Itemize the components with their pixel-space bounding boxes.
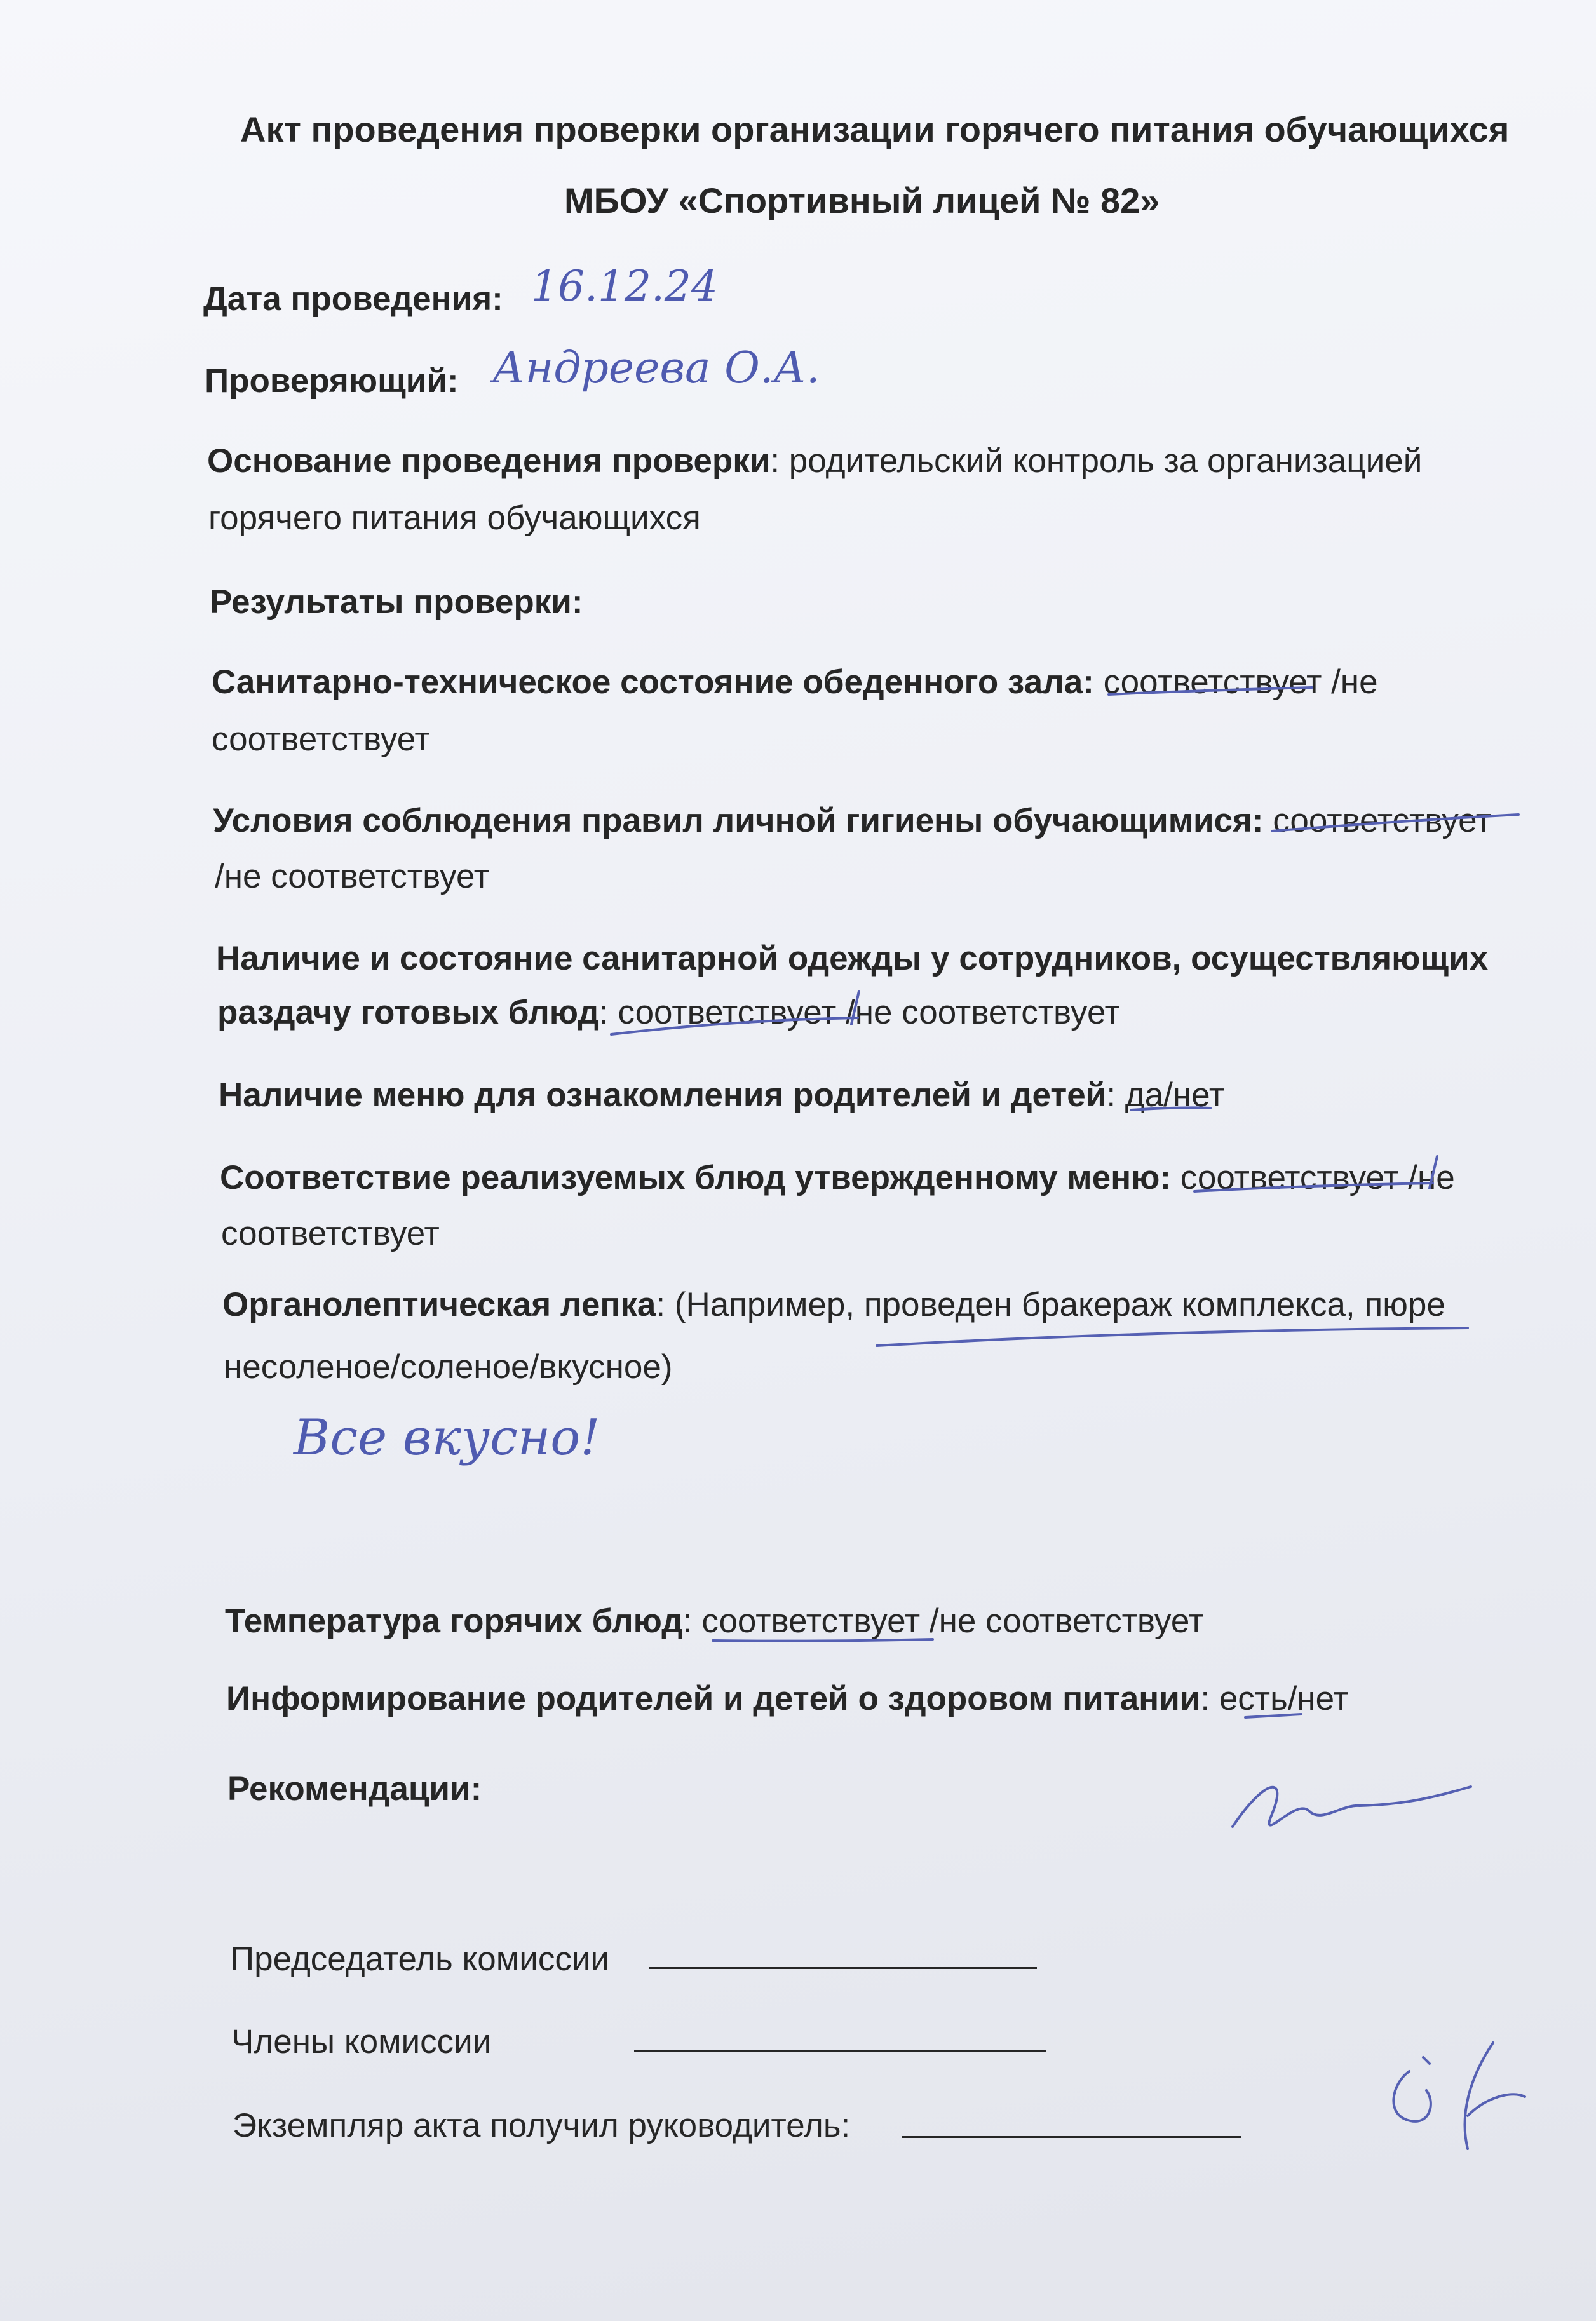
hygiene-line-1 [213,799,1491,842]
tasting-handwritten-note: Все вкусно! [294,1409,600,1466]
menu-yes-option: да [1125,1076,1164,1114]
compliance-line-1 [220,1156,1455,1200]
hygiene-line-2: /не соответствует [215,858,489,895]
hygiene-label: Условия соблюдения правил личной гигиены обучающимися: [213,802,1264,839]
sanitary-rest: /не [1322,663,1378,701]
clothing-label-line-2: раздачу готовых блюд [217,994,600,1031]
informing-sep: : [1200,1680,1219,1717]
compliance-label: Соответствие реализуемых блюд утвержденному меню: [220,1159,1172,1196]
compliance-yes-option: соответствует [1180,1159,1399,1196]
sanitary-line-2: соответствует [212,721,430,758]
menu-line [219,1074,1224,1117]
tasting-text: : (Например, проведен бракераж комплекса, пюре [656,1286,1445,1323]
director-signature-mark [1393,2043,1525,2149]
temperature-yes-option: соответствует [701,1602,921,1640]
director-signature-line [902,2136,1241,2138]
tasting-line-2: несоленое/соленое/вкусное) [224,1348,673,1386]
members-signature-line [634,2050,1046,2052]
informing-line [226,1677,1349,1721]
recommendations-label: Рекомендации: [227,1770,482,1808]
inspector-handwritten: Андреева О.А. [492,343,820,393]
informing-label: Информирование родителей и детей о здоровом питании [226,1680,1201,1717]
date-label: Дата проведения: [203,280,503,318]
hygiene-yes-option: соответствует [1273,802,1492,839]
results-heading: Результаты проверки: [210,583,583,621]
date-handwritten: 16.12.24 [531,262,718,311]
tasting-line-1 [222,1283,1445,1327]
basis-label: Основание проведения проверки [207,442,771,480]
clothing-rest: /не соответствует [836,994,1120,1031]
menu-sep: : [1106,1076,1125,1114]
informing-rest: /нет [1287,1680,1349,1717]
inspector-label: Проверяющий: [205,362,459,400]
chairman-label: Председатель комиссии [230,1940,610,1978]
recommendation-signature-mark [1233,1787,1471,1827]
basis-text: : родительский контроль за организацией [770,442,1423,480]
temperature-sep: : [682,1602,702,1640]
basis-line-2: горячего питания обучающихся [208,499,701,537]
temperature-line [225,1600,1204,1643]
informing-yes-option: есть [1219,1680,1288,1717]
temperature-label: Температура горячих блюд [225,1602,683,1640]
menu-label: Наличие меню для ознакомления родителей и детей [219,1076,1107,1114]
temperature-rest: /не соответствует [920,1602,1204,1640]
compliance-rest: /не [1398,1159,1455,1196]
act-title-line-2: МБОУ «Спортивный лицей № 82» [564,180,1160,220]
copy-received-label: Экземпляр акта получил руководитель: [233,2107,851,2144]
chairman-signature-line [649,1967,1037,1969]
basis-line-1 [207,440,1422,483]
clothing-sep: : [599,994,618,1031]
menu-rest: /нет [1163,1076,1225,1114]
sanitary-yes-option: соответствует [1103,663,1322,701]
sanitary-line-1 [212,661,1378,704]
members-label: Члены комиссии [231,2023,492,2060]
clothing-line-2 [217,991,1120,1034]
compliance-line-2: соответствует [221,1215,440,1252]
tasting-underline-mark [877,1328,1468,1346]
clothing-yes-option: соответствует [618,994,837,1031]
sanitary-label: Санитарно-техническое состояние обеденного зала: [212,663,1094,701]
tasting-label: Органолептическая лепка [222,1286,656,1323]
clothing-label-line-1: Наличие и состояние санитарной одежды у сотрудников, осуществляющих [216,940,1489,977]
act-title-line-1: Акт проведения проверки организации горячего питания обучающихся [240,109,1510,149]
